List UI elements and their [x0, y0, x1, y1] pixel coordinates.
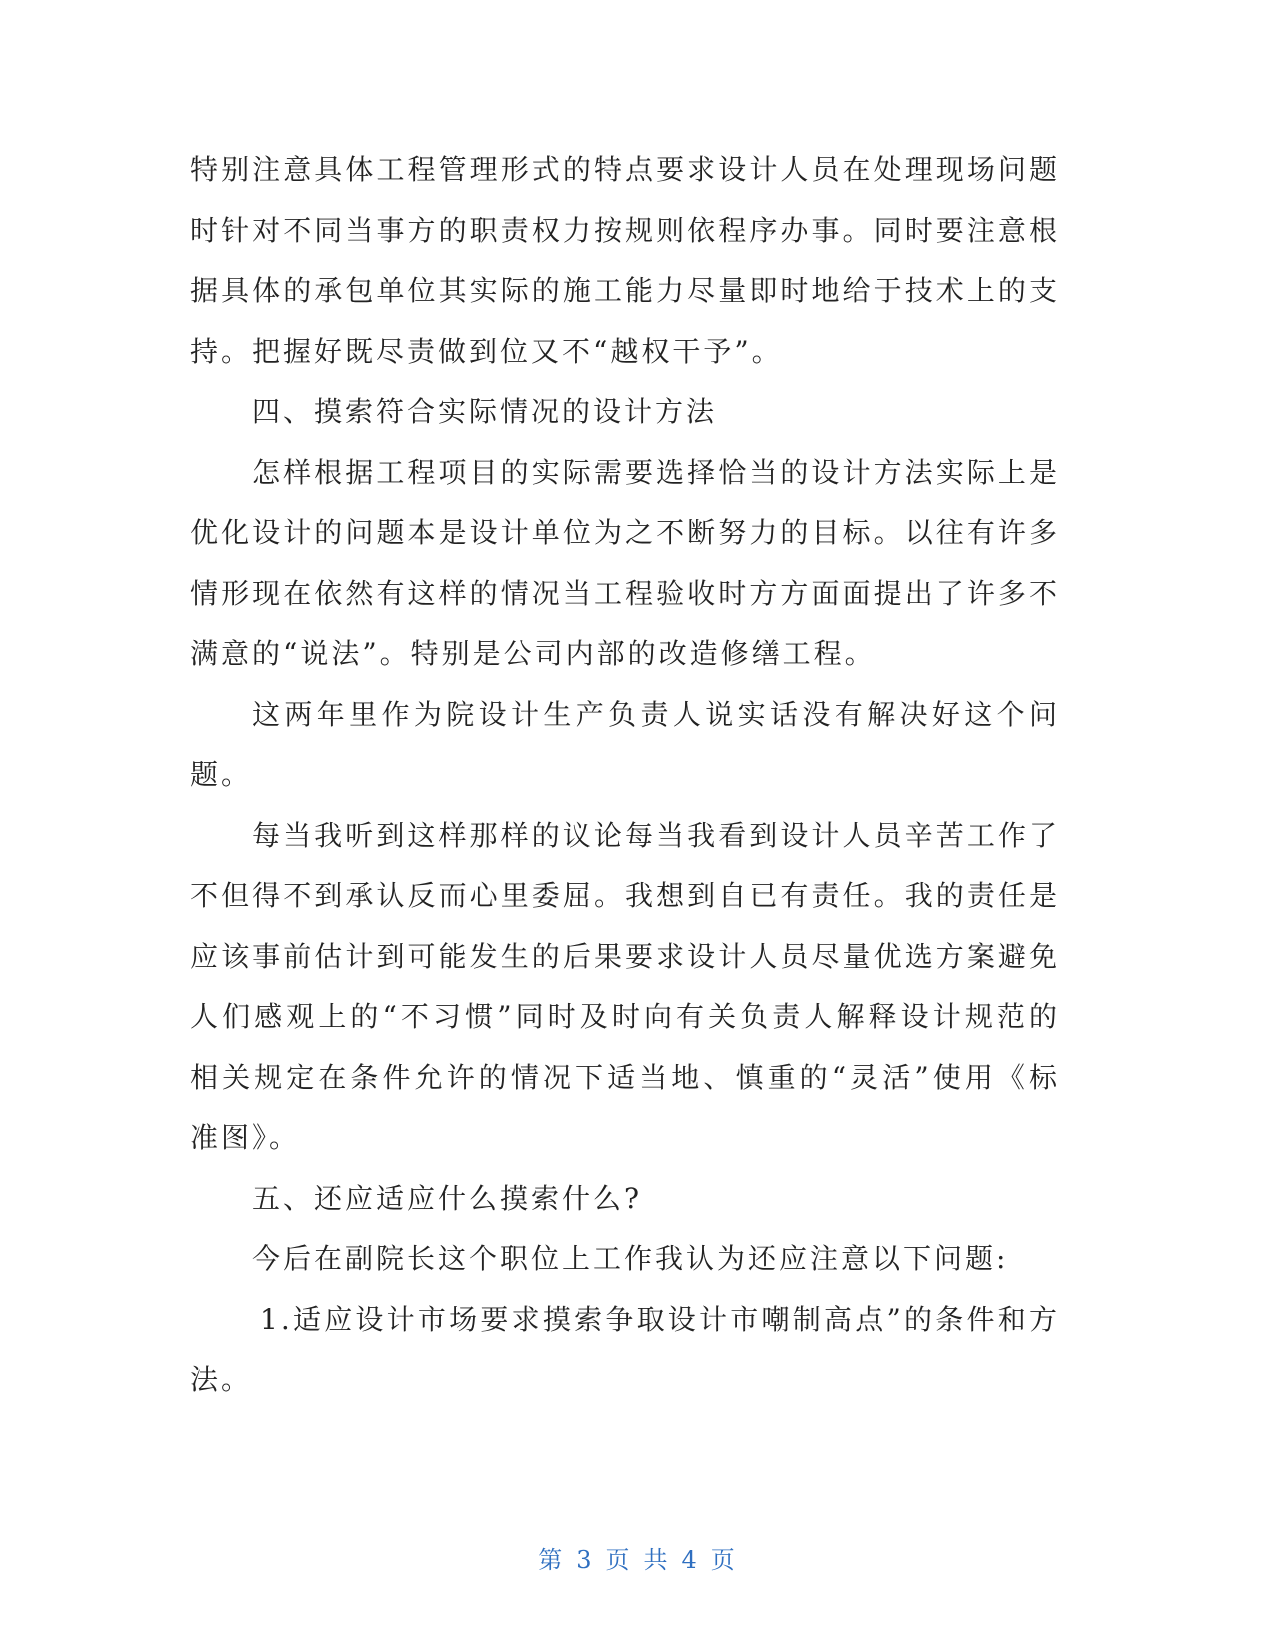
paragraph-management-duties: 特别注意具体工程管理形式的特点要求设计人员在处理现场问题时针对不同当事方的职责权力按规则依程序办事。同时要注意根据具体的承包单位其实际的施工能力尽量即时地给于技术上的支持。把握好既尽责做到位又不“越权干予”。 [190, 153, 1060, 368]
document-body [190, 140, 1060, 1411]
paragraph-responsibility-admission: 这两年里作为院设计生产负责人说实话没有解决好这个问题。 [190, 697, 1060, 791]
list-item-1: 1.适应设计市场要求摸索争取设计市嘲制高点”的条件和方法。 [190, 1302, 1060, 1396]
paragraph-future-issues: 今后在副院长这个职位上工作我认为还应注意以下问题: [252, 1242, 1009, 1275]
footer-page-label: 页 [605, 1546, 632, 1574]
paragraph-design-method: 怎样根据工程项目的实际需要选择恰当的设计方法实际上是优化设计的问题本是设计单位为之不断努力的目标。以往有许多情形现在依然有这样的情况当工程验收时方方面面提出了许多不满意的“说法”。特别是公司内部的改造修缮工程。 [190, 455, 1060, 670]
page-footer [0, 1540, 1275, 1575]
footer-total-label: 共 [643, 1546, 670, 1574]
paragraph-self-reflection: 每当我听到这样那样的议论每当我看到设计人员辛苦工作了不但得不到承认反而心里委屈。我想到自已有责任。我的责任是应该事前估计到可能发生的后果要求设计人员尽量优选方案避免人们感观上的“不习惯”同时及时向有关负责人解释设计规范的相关规定在条件允许的情况下适当地、慎重的“灵活”使用《标准图》。 [190, 818, 1060, 1154]
section-heading-5: 五、还应适应什么摸索什么? [252, 1181, 643, 1215]
section-heading-4: 四、摸索符合实际情况的设计方法 [252, 395, 718, 428]
current-page-number: 3 [576, 1546, 594, 1574]
total-page-number: 4 [681, 1546, 699, 1574]
footer-suffix: 页 [710, 1546, 737, 1574]
footer-prefix: 第 [538, 1546, 565, 1574]
